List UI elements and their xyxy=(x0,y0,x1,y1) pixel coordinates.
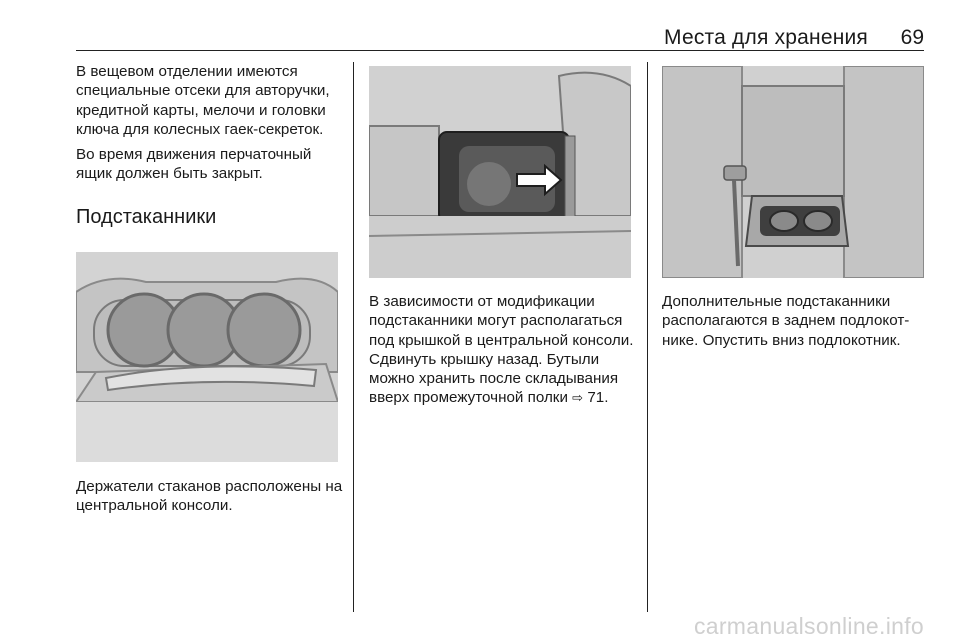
column-divider xyxy=(353,62,354,612)
column-divider xyxy=(647,62,648,612)
body-paragraph: Во время движения перчаточный ящик должен быть закрыт. xyxy=(76,146,312,183)
figure-caption: Держатели стаканов расположены на центральной консоли. xyxy=(76,478,343,515)
page-number: 69 xyxy=(900,26,924,49)
page-title: Места для хранения xyxy=(664,26,868,49)
column-1 xyxy=(76,62,344,247)
figure-caption: Дополнительные подстаканники располагаются в заднем подлокотнике. Опустить вниз подлокотник. xyxy=(662,293,910,349)
column-3-caption xyxy=(662,292,930,356)
header-divider xyxy=(76,50,924,51)
column-1-caption xyxy=(76,477,344,522)
column-2-caption xyxy=(369,292,637,414)
page-ref-arrow-icon: ⇨ xyxy=(572,390,584,406)
section-heading: Подстаканники xyxy=(76,205,217,228)
body-paragraph: В вещевом отделении имеются специальные отсеки для авторучки, кредитной карты, мелочи и головки ключа для колесных гаек-секреток. xyxy=(76,63,330,138)
rear-armrest-cupholders-illustration xyxy=(662,66,924,278)
figure-caption: В зависимости от модификации подстаканники могут располагаться под крышкой в центральной консоли. Сдвинуть крышку назад. Бутыли можно хранить после складывания вверх промежуточной полки ⇨ 71. xyxy=(369,293,634,407)
watermark: carmanualsonline.info xyxy=(693,613,924,639)
covered-cupholder-illustration xyxy=(369,66,631,278)
cupholders-console-illustration xyxy=(76,252,338,462)
